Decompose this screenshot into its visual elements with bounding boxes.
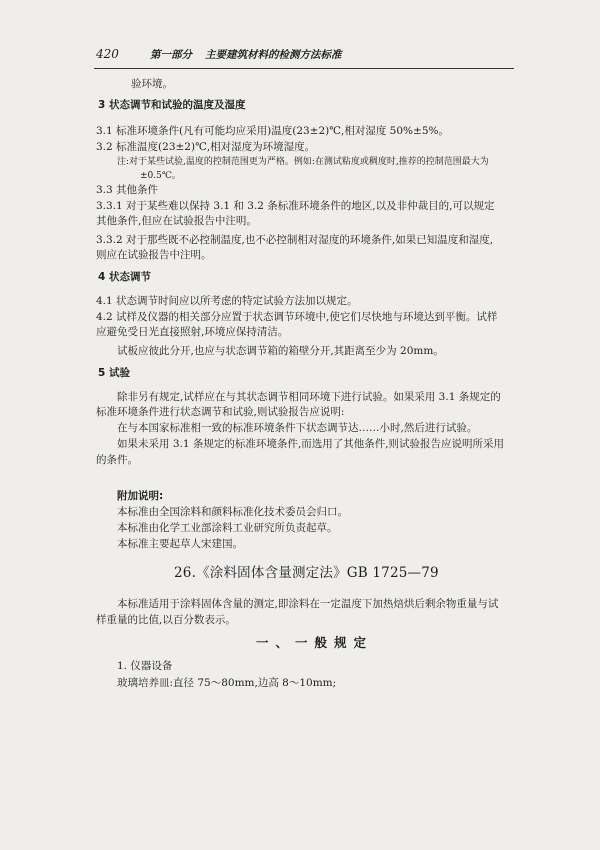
page-number: 420 [96,47,119,61]
text-line: 本标准适用于涂料固体含量的测定,即涂料在一定温度下加热焙烘后剩余物重量与试 [117,598,499,610]
clause-3-1: 3.1 标准环境条件(凡有可能均应采用)温度(23±2)℃,相对湿度 50%±5%。 [96,125,449,137]
supplementary-line: 本标准由化学工业部涂料工业研究所负责起草。 [117,522,338,534]
section-3-heading: 3 状态调节和试验的温度及湿度 [98,99,246,111]
text-line: 如果未采用 3.1 条规定的标准环境条件,而选用了其他条件,则试验报告应说明所采用 [117,438,505,450]
text-line: 玻璃培养皿:直径 75～80mm,边高 8～10mm; [117,677,337,689]
clause-4-2: 4.2 试样及仪器的相关部分应置于状态调节环境中,使它们尽快地与环境达到平衡。试样 [96,311,498,323]
running-title: 主要建筑材料的检测方法标准 [205,49,342,61]
clause-3-3-2: 3.3.2 对于那些既不必控制温度,也不必控制相对湿度的环境条件,如果已知温度和湿度, [96,234,494,246]
text-line: 除非另有规定,试样应在与其状态调节相同环境下进行试验。如果采用 3.1 条规定的 [117,391,501,403]
clause-3-2: 3.2 标准温度(23±2)℃,相对湿度为环境湿度。 [96,141,316,153]
clause-4-1: 4.1 状态调节时间应以所考虑的特定试验方法加以规定。 [96,295,358,307]
text-line: 在与本国家标准相一致的标准环境条件下状态调节达……小时,然后进行试验。 [117,422,478,434]
supplementary-line: 本标准主要起草人宋建国。 [117,538,243,550]
instrument-heading: 1. 仪器设备 [117,660,173,672]
text-line: 验环境。 [131,78,173,90]
supplementary-line: 本标准由全国涂料和颜料标准化技术委员会归口。 [117,506,348,518]
text-line: 应避免受日光直接照射,环境应保持清洁。 [96,326,289,338]
section-4-heading: 4 状态调节 [98,271,151,283]
text-line: 标准环境条件进行状态调节和试验,则试验报告应说明: [96,406,345,418]
standard-title: 26.《涂料固体含量测定法》GB 1725—79 [174,565,439,581]
clause-3-3: 3.3 其他条件 [96,184,159,196]
section-5-heading: 5 试验 [98,367,130,379]
header-rule [94,68,514,69]
text-line: 的条件。 [96,454,138,466]
clause-3-3-1: 3.3.1 对于某些难以保持 3.1 和 3.2 条标准环境条件的地区,以及非仲裁目的,可以规定 [96,200,495,212]
text-line: 则应在试验报告中注明。 [96,249,212,261]
text-line: 试板应彼此分开,也应与状态调节箱的箱壁分开,其距离至少为 20mm。 [117,345,444,357]
part-label: 第一部分 [150,49,192,61]
supplementary-heading: 附加说明: [117,490,164,502]
note-line: 注:对于某些试验,温度的控制范围更为严格。例如:在测试粘度或稠度时,推荐的控制范围最大为 [117,157,489,167]
note-line: ±0.5℃。 [140,171,181,181]
text-line: 样重量的比值,以百分数表示。 [96,614,236,626]
general-provisions-heading: 一、一般规定 [256,635,374,650]
text-line: 其他条件,但应在试验报告中注明。 [96,215,257,227]
